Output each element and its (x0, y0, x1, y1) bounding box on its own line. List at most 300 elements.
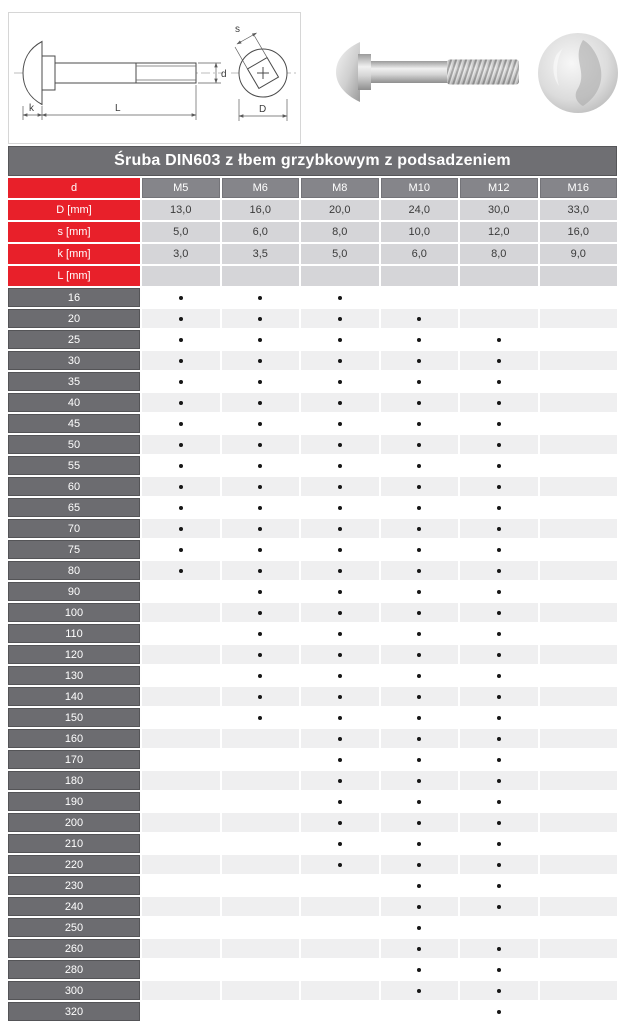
availability-dot-icon (417, 464, 421, 468)
availability-dot-icon (497, 1010, 501, 1014)
availability-cell (381, 435, 459, 454)
availability-dot-icon (497, 863, 501, 867)
length-row (8, 519, 617, 538)
availability-cell (460, 666, 538, 685)
availability-dot-icon (258, 485, 262, 489)
availability-cell (381, 603, 459, 622)
availability-dot-icon (338, 338, 342, 342)
availability-cell (301, 309, 379, 328)
availability-cell (540, 876, 618, 895)
availability-cell (460, 351, 538, 370)
length-row (8, 603, 617, 622)
availability-dot-icon (338, 443, 342, 447)
availability-cell (301, 561, 379, 580)
header-size-m6: M6 (222, 178, 300, 198)
availability-cell (142, 624, 220, 643)
availability-cell (222, 561, 300, 580)
availability-cell (540, 855, 618, 874)
length-label: 30 (8, 351, 140, 370)
header-d-cell: d (8, 178, 140, 198)
availability-dot-icon (417, 653, 421, 657)
availability-cell (381, 666, 459, 685)
availability-cell (540, 372, 618, 391)
availability-cell (540, 750, 618, 769)
availability-cell (222, 960, 300, 979)
availability-cell (540, 792, 618, 811)
availability-cell (142, 372, 220, 391)
availability-cell (460, 981, 538, 1000)
availability-cell (381, 624, 459, 643)
availability-cell (381, 855, 459, 874)
length-label: 170 (8, 750, 140, 769)
availability-dot-icon (258, 653, 262, 657)
length-row (8, 687, 617, 706)
availability-dot-icon (179, 485, 183, 489)
bolt-photo (328, 20, 530, 124)
availability-cell (142, 666, 220, 685)
availability-cell (301, 918, 379, 937)
availability-cell (460, 414, 538, 433)
availability-cell (222, 414, 300, 433)
availability-cell (540, 687, 618, 706)
availability-cell (460, 540, 538, 559)
technical-drawing (8, 12, 301, 144)
availability-cell (142, 351, 220, 370)
availability-dot-icon (179, 422, 183, 426)
availability-dot-icon (497, 338, 501, 342)
availability-cell (460, 561, 538, 580)
availability-cell (540, 330, 618, 349)
dim-value-cell: 3,0 (142, 244, 220, 264)
availability-cell (222, 351, 300, 370)
availability-cell (460, 708, 538, 727)
availability-cell (142, 876, 220, 895)
length-label: 220 (8, 855, 140, 874)
dim-row (8, 222, 617, 242)
availability-dot-icon (258, 506, 262, 510)
availability-cell (222, 750, 300, 769)
availability-cell (540, 624, 618, 643)
dim-row-label: D [mm] (8, 200, 140, 220)
availability-dot-icon (417, 527, 421, 531)
availability-dot-icon (179, 296, 183, 300)
availability-cell (540, 939, 618, 958)
availability-cell (540, 288, 618, 307)
availability-cell (301, 981, 379, 1000)
dim-label-L: L (115, 103, 121, 114)
availability-dot-icon (497, 821, 501, 825)
availability-cell (540, 477, 618, 496)
availability-cell (301, 603, 379, 622)
availability-dot-icon (338, 653, 342, 657)
dim-value-cell: 20,0 (301, 200, 379, 220)
dim-value-cell: 5,0 (142, 222, 220, 242)
availability-cell (301, 708, 379, 727)
availability-dot-icon (179, 338, 183, 342)
availability-dot-icon (417, 632, 421, 636)
availability-cell (222, 897, 300, 916)
length-label: 300 (8, 981, 140, 1000)
length-label: 210 (8, 834, 140, 853)
availability-dot-icon (258, 548, 262, 552)
availability-cell (540, 918, 618, 937)
availability-cell (301, 729, 379, 748)
length-label: 55 (8, 456, 140, 475)
availability-cell (301, 687, 379, 706)
availability-cell (381, 876, 459, 895)
availability-cell (222, 288, 300, 307)
availability-dot-icon (338, 464, 342, 468)
availability-cell (540, 708, 618, 727)
length-row (8, 855, 617, 874)
length-label: 240 (8, 897, 140, 916)
availability-cell (222, 498, 300, 517)
availability-dot-icon (338, 800, 342, 804)
availability-dot-icon (179, 401, 183, 405)
availability-cell (222, 519, 300, 538)
availability-cell (301, 813, 379, 832)
length-label: 180 (8, 771, 140, 790)
dim-label-D: D (259, 104, 267, 115)
availability-cell (381, 771, 459, 790)
availability-cell (460, 498, 538, 517)
length-row (8, 330, 617, 349)
availability-cell (142, 288, 220, 307)
availability-cell (381, 351, 459, 370)
availability-cell (381, 729, 459, 748)
length-row (8, 666, 617, 685)
carriage-bolt-diagram (9, 13, 300, 143)
availability-cell (301, 477, 379, 496)
availability-cell (460, 813, 538, 832)
length-label: 35 (8, 372, 140, 391)
availability-cell (142, 582, 220, 601)
availability-dot-icon (417, 590, 421, 594)
availability-dot-icon (417, 317, 421, 321)
dim-value-cell: 30,0 (460, 200, 538, 220)
availability-dot-icon (417, 821, 421, 825)
length-row (8, 981, 617, 1000)
availability-cell (381, 372, 459, 391)
availability-cell (142, 771, 220, 790)
length-row (8, 792, 617, 811)
availability-dot-icon (338, 317, 342, 321)
header-size-m16: M16 (540, 178, 618, 198)
availability-cell (381, 477, 459, 496)
availability-cell (222, 603, 300, 622)
availability-dot-icon (497, 842, 501, 846)
availability-cell (142, 540, 220, 559)
availability-cell (381, 792, 459, 811)
availability-dot-icon (417, 569, 421, 573)
dim-row (8, 266, 617, 286)
availability-cell (540, 834, 618, 853)
length-row (8, 435, 617, 454)
length-label: 50 (8, 435, 140, 454)
availability-cell (381, 456, 459, 475)
dim-value-cell: 8,0 (460, 244, 538, 264)
availability-cell (460, 435, 538, 454)
availability-cell (222, 792, 300, 811)
availability-cell (301, 666, 379, 685)
availability-dot-icon (179, 527, 183, 531)
availability-cell (460, 477, 538, 496)
availability-cell (142, 603, 220, 622)
availability-cell (222, 330, 300, 349)
dim-value-cell (460, 266, 538, 286)
availability-cell (222, 834, 300, 853)
availability-cell (460, 288, 538, 307)
availability-cell (540, 393, 618, 412)
dim-rows (8, 200, 617, 286)
length-label: 80 (8, 561, 140, 580)
availability-dot-icon (338, 632, 342, 636)
availability-dot-icon (258, 443, 262, 447)
length-row (8, 456, 617, 475)
length-row (8, 918, 617, 937)
availability-cell (142, 645, 220, 664)
availability-cell (460, 729, 538, 748)
length-label: 200 (8, 813, 140, 832)
availability-dot-icon (497, 695, 501, 699)
length-label: 90 (8, 582, 140, 601)
availability-cell (540, 645, 618, 664)
length-label: 130 (8, 666, 140, 685)
availability-cell (142, 498, 220, 517)
availability-dot-icon (417, 863, 421, 867)
availability-cell (142, 435, 220, 454)
availability-cell (301, 393, 379, 412)
availability-dot-icon (417, 758, 421, 762)
length-row (8, 708, 617, 727)
size-header-row (8, 178, 617, 198)
availability-cell (222, 687, 300, 706)
length-label: 45 (8, 414, 140, 433)
availability-cell (381, 498, 459, 517)
availability-cell (301, 939, 379, 958)
availability-dot-icon (417, 989, 421, 993)
length-row (8, 561, 617, 580)
length-label: 40 (8, 393, 140, 412)
availability-cell (460, 393, 538, 412)
availability-dot-icon (417, 842, 421, 846)
availability-cell (142, 309, 220, 328)
availability-dot-icon (497, 401, 501, 405)
availability-dot-icon (497, 989, 501, 993)
dim-value-cell (142, 266, 220, 286)
availability-dot-icon (417, 968, 421, 972)
availability-cell (460, 918, 538, 937)
availability-cell (540, 456, 618, 475)
dim-row-label: k [mm] (8, 244, 140, 264)
availability-dot-icon (338, 401, 342, 405)
length-row (8, 1002, 617, 1021)
availability-dot-icon (417, 422, 421, 426)
availability-cell (460, 603, 538, 622)
availability-cell (301, 771, 379, 790)
availability-cell (381, 834, 459, 853)
availability-cell (301, 330, 379, 349)
length-row (8, 960, 617, 979)
availability-dot-icon (417, 716, 421, 720)
availability-cell (460, 687, 538, 706)
availability-cell (381, 750, 459, 769)
dim-value-cell: 33,0 (540, 200, 618, 220)
availability-cell (381, 519, 459, 538)
availability-dot-icon (497, 632, 501, 636)
availability-cell (460, 897, 538, 916)
availability-cell (540, 729, 618, 748)
availability-cell (142, 834, 220, 853)
availability-cell (460, 750, 538, 769)
availability-cell (460, 519, 538, 538)
length-row (8, 939, 617, 958)
availability-dot-icon (179, 317, 183, 321)
length-row (8, 309, 617, 328)
availability-dot-icon (417, 548, 421, 552)
availability-cell (381, 708, 459, 727)
availability-cell (381, 960, 459, 979)
availability-cell (381, 939, 459, 958)
header-size-m5: M5 (142, 178, 220, 198)
availability-dot-icon (338, 296, 342, 300)
availability-dot-icon (497, 884, 501, 888)
availability-cell (222, 1002, 300, 1021)
availability-dot-icon (497, 569, 501, 573)
availability-cell (222, 771, 300, 790)
availability-cell (540, 540, 618, 559)
availability-dot-icon (258, 611, 262, 615)
availability-cell (381, 330, 459, 349)
availability-dot-icon (417, 884, 421, 888)
availability-cell (301, 288, 379, 307)
availability-dot-icon (179, 359, 183, 363)
availability-cell (142, 729, 220, 748)
length-label: 65 (8, 498, 140, 517)
availability-dot-icon (497, 716, 501, 720)
availability-dot-icon (338, 737, 342, 741)
dim-row-label: s [mm] (8, 222, 140, 242)
availability-cell (381, 813, 459, 832)
header-size-m12: M12 (460, 178, 538, 198)
spec-table (8, 146, 617, 1023)
availability-cell (301, 876, 379, 895)
availability-dot-icon (258, 296, 262, 300)
availability-dot-icon (497, 359, 501, 363)
availability-dot-icon (497, 758, 501, 762)
availability-cell (301, 435, 379, 454)
availability-dot-icon (497, 527, 501, 531)
length-row (8, 897, 617, 916)
availability-cell (142, 687, 220, 706)
availability-cell (460, 372, 538, 391)
availability-dot-icon (497, 422, 501, 426)
availability-dot-icon (258, 569, 262, 573)
dim-value-cell: 13,0 (142, 200, 220, 220)
availability-dot-icon (338, 359, 342, 363)
availability-dot-icon (417, 905, 421, 909)
length-label: 320 (8, 1002, 140, 1021)
availability-cell (540, 519, 618, 538)
availability-dot-icon (417, 947, 421, 951)
availability-cell (381, 288, 459, 307)
availability-cell (222, 876, 300, 895)
availability-dot-icon (258, 590, 262, 594)
availability-cell (142, 519, 220, 538)
availability-cell (142, 939, 220, 958)
length-label: 150 (8, 708, 140, 727)
availability-cell (222, 666, 300, 685)
header-size-m10: M10 (381, 178, 459, 198)
dim-value-cell: 6,0 (381, 244, 459, 264)
availability-cell (301, 582, 379, 601)
availability-cell (460, 645, 538, 664)
availability-cell (460, 939, 538, 958)
length-label: 260 (8, 939, 140, 958)
dim-value-cell: 16,0 (222, 200, 300, 220)
availability-dot-icon (258, 338, 262, 342)
availability-cell (222, 855, 300, 874)
header-size-m8: M8 (301, 178, 379, 198)
availability-cell (301, 372, 379, 391)
dim-value-cell: 9,0 (540, 244, 618, 264)
length-row (8, 351, 617, 370)
dim-row-label: L [mm] (8, 266, 140, 286)
availability-cell (222, 477, 300, 496)
availability-cell (460, 309, 538, 328)
availability-dot-icon (338, 758, 342, 762)
availability-cell (381, 645, 459, 664)
availability-cell (540, 351, 618, 370)
availability-dot-icon (497, 590, 501, 594)
availability-cell (381, 414, 459, 433)
availability-dot-icon (338, 380, 342, 384)
availability-cell (460, 1002, 538, 1021)
availability-dot-icon (258, 632, 262, 636)
availability-cell (142, 918, 220, 937)
availability-cell (222, 813, 300, 832)
availability-dot-icon (179, 569, 183, 573)
bolt-photo-image (328, 20, 530, 124)
availability-cell (540, 414, 618, 433)
dim-value-cell: 6,0 (222, 222, 300, 242)
availability-cell (222, 540, 300, 559)
availability-cell (540, 771, 618, 790)
availability-dot-icon (338, 842, 342, 846)
availability-cell (142, 897, 220, 916)
length-label: 100 (8, 603, 140, 622)
availability-dot-icon (338, 779, 342, 783)
availability-dot-icon (258, 359, 262, 363)
availability-dot-icon (179, 548, 183, 552)
length-label: 16 (8, 288, 140, 307)
length-row (8, 540, 617, 559)
length-row (8, 834, 617, 853)
length-row (8, 393, 617, 412)
dim-row (8, 244, 617, 264)
availability-dot-icon (497, 737, 501, 741)
length-label: 120 (8, 645, 140, 664)
availability-cell (222, 645, 300, 664)
dim-value-cell (301, 266, 379, 286)
bolt-head-profile (23, 42, 42, 105)
availability-cell (142, 414, 220, 433)
availability-dot-icon (179, 464, 183, 468)
availability-dot-icon (338, 422, 342, 426)
availability-cell (460, 876, 538, 895)
length-row (8, 750, 617, 769)
availability-cell (142, 330, 220, 349)
